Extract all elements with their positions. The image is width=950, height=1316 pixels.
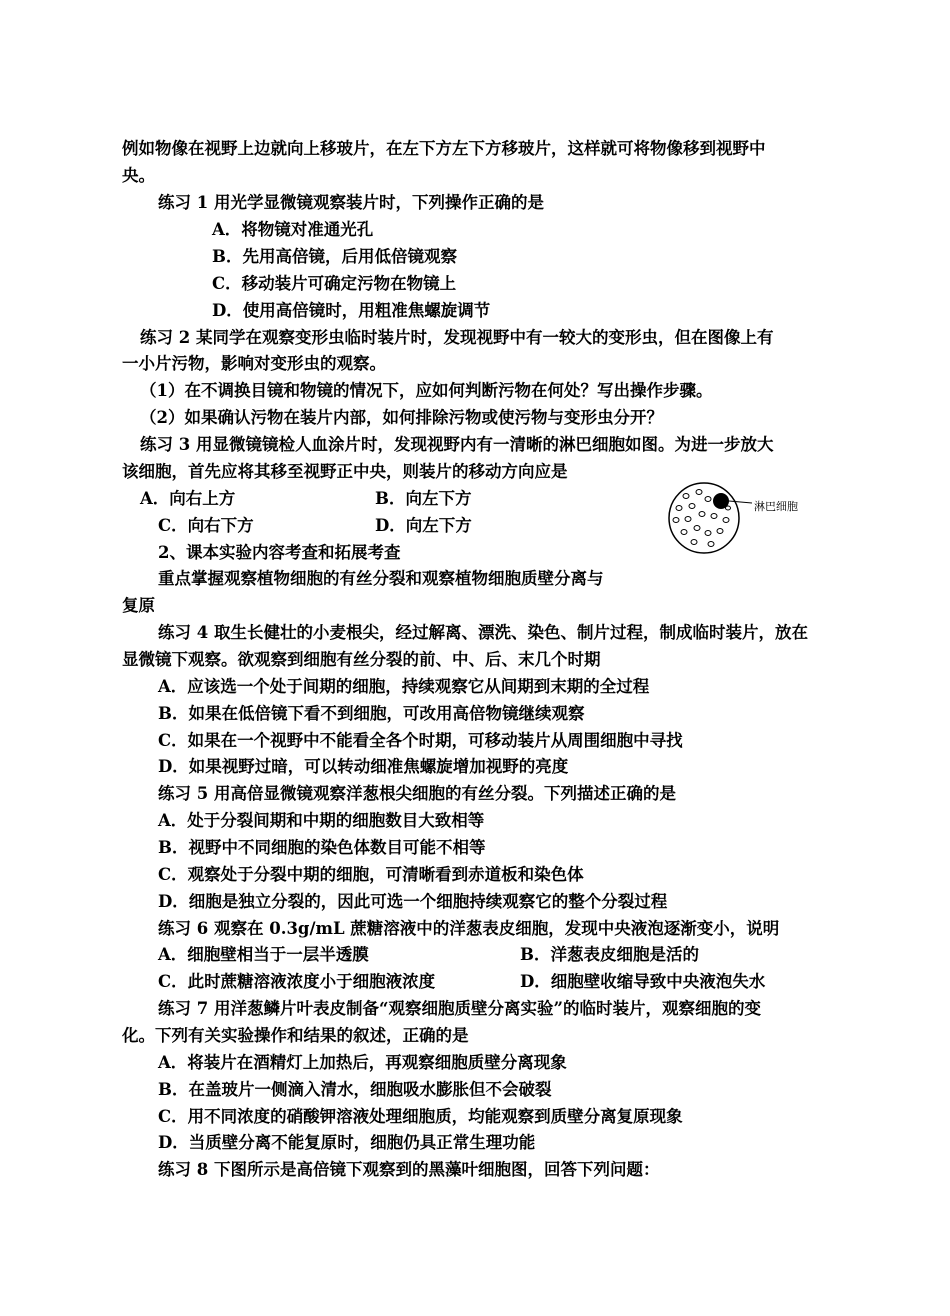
ex4-option-b: B．如果在低倍镜下看不到细胞，可改用高倍物镜继续观察 bbox=[158, 704, 585, 723]
ex4-option-d: D．如果视野过暗，可以转动细准焦螺旋增加视野的亮度 bbox=[158, 757, 569, 776]
intro-line-1: 例如物像在视野上边就向上移玻片，在左下方左下方移玻片，这样就可将物像移到视野中 bbox=[122, 139, 766, 158]
ex7-option-c: C．用不同浓度的硝酸钾溶液处理细胞质，均能观察到质壁分离复原现象 bbox=[158, 1107, 683, 1126]
ex5-option-c: C．观察处于分裂中期的细胞，可清晰看到赤道板和染色体 bbox=[158, 865, 584, 884]
ex7-option-d: D．当质壁分离不能复原时，细胞仍具正常生理功能 bbox=[158, 1133, 536, 1152]
ex6-option-a: A．细胞壁相当于一层半透膜 bbox=[158, 945, 369, 964]
ex4-option-c: C．如果在一个视野中不能看全各个时期，可移动装片从周围细胞中寻找 bbox=[158, 731, 683, 750]
ex5-option-d: D．细胞是独立分裂的，因此可选一个细胞持续观察它的整个分裂过程 bbox=[158, 892, 668, 911]
lymphocyte-label: 淋巴细胞 bbox=[754, 500, 798, 513]
ex4-stem-line-1: 练习 4 取生长健壮的小麦根尖，经过解离、漂洗、染色、制片过程，制成临时装片，放在 bbox=[158, 623, 808, 642]
ex5-stem: 练习 5 用高倍显微镜观察洋葱根尖细胞的有丝分裂。下列描述正确的是 bbox=[158, 784, 676, 803]
ex5-option-b: B．视野中不同细胞的染色体数目可能不相等 bbox=[158, 838, 486, 857]
ex4-option-a: A．应该选一个处于间期的细胞，持续观察它从间期到末期的全过程 bbox=[158, 677, 650, 696]
ex1-option-c: C．移动装片可确定污物在物镜上 bbox=[212, 274, 457, 293]
ex3-option-a: A．向右上方 bbox=[140, 489, 236, 508]
ex5-option-a: A．处于分裂间期和中期的细胞数目大致相等 bbox=[158, 811, 485, 830]
section-2-focus-line-1: 重点掌握观察植物细胞的有丝分裂和观察植物细胞质壁分离与 bbox=[158, 569, 604, 588]
ex7-stem-line-1: 练习 7 用洋葱鳞片叶表皮制备“观察细胞质壁分离实验”的临时装片，观察细胞的变 bbox=[158, 999, 761, 1018]
ex8-stem: 练习 8 下图所示是高倍镜下观察到的黑藻叶细胞图，回答下列问题： bbox=[158, 1160, 660, 1179]
ex7-option-b: B．在盖玻片一侧滴入清水，细胞吸水膨胀但不会破裂 bbox=[158, 1080, 552, 1099]
ex3-option-b: B．向左下方 bbox=[375, 489, 472, 508]
ex6-option-c: C．此时蔗糖溶液浓度小于细胞液浓度 bbox=[158, 972, 436, 991]
ex6-option-d: D．细胞壁收缩导致中央液泡失水 bbox=[520, 972, 766, 991]
ex1-option-b: B．先用高倍镜，后用低倍镜观察 bbox=[212, 247, 457, 266]
ex3-option-d: D．向左下方 bbox=[375, 516, 472, 535]
ex2-question-2: （2）如果确认污物在装片内部，如何排除污物或使污物与变形虫分开？ bbox=[140, 408, 663, 427]
ex1-option-a: A．将物镜对准通光孔 bbox=[212, 220, 374, 239]
lymphocyte-figure bbox=[664, 478, 814, 558]
ex2-stem-line-2: 一小片污物，影响对变形虫的观察。 bbox=[122, 354, 386, 373]
ex3-stem-line-1: 练习 3 用显微镜镜检人血涂片时，发现视野内有一清晰的淋巴细胞如图。为进一步放大 bbox=[140, 435, 774, 454]
ex2-stem-line-1: 练习 2 某同学在观察变形虫临时装片时，发现视野中有一较大的变形虫，但在图像上有 bbox=[140, 328, 774, 347]
ex7-option-a: A．将装片在酒精灯上加热后，再观察细胞质壁分离现象 bbox=[158, 1053, 567, 1072]
ex1-stem: 练习 1 用光学显微镜观察装片时，下列操作正确的是 bbox=[158, 193, 544, 212]
ex7-stem-line-2: 化。下列有关实验操作和结果的叙述，正确的是 bbox=[122, 1026, 469, 1045]
ex6-stem: 练习 6 观察在 0.3g/mL 蔗糖溶液中的洋葱表皮细胞，发现中央液泡逐渐变小，说明 bbox=[158, 919, 780, 938]
ex4-stem-line-2: 显微镜下观察。欲观察到细胞有丝分裂的前、中、后、末几个时期 bbox=[122, 650, 601, 669]
ex2-question-1: （1）在不调换目镜和物镜的情况下，应如何判断污物在何处？写出操作步骤。 bbox=[140, 381, 713, 400]
section-2-title: 2、课本实验内容考查和拓展考查 bbox=[158, 543, 401, 562]
section-2-focus-line-2: 复原 bbox=[122, 596, 155, 615]
microscope-field-image bbox=[664, 478, 814, 558]
ex1-option-d: D．使用高倍镜时，用粗准焦螺旋调节 bbox=[212, 301, 491, 320]
ex3-option-c: C．向右下方 bbox=[158, 516, 254, 535]
ex3-stem-line-2: 该细胞，首先应将其移至视野正中央，则装片的移动方向应是 bbox=[122, 462, 568, 481]
intro-line-2: 央。 bbox=[122, 166, 155, 185]
ex6-option-b: B．洋葱表皮细胞是活的 bbox=[520, 945, 699, 964]
